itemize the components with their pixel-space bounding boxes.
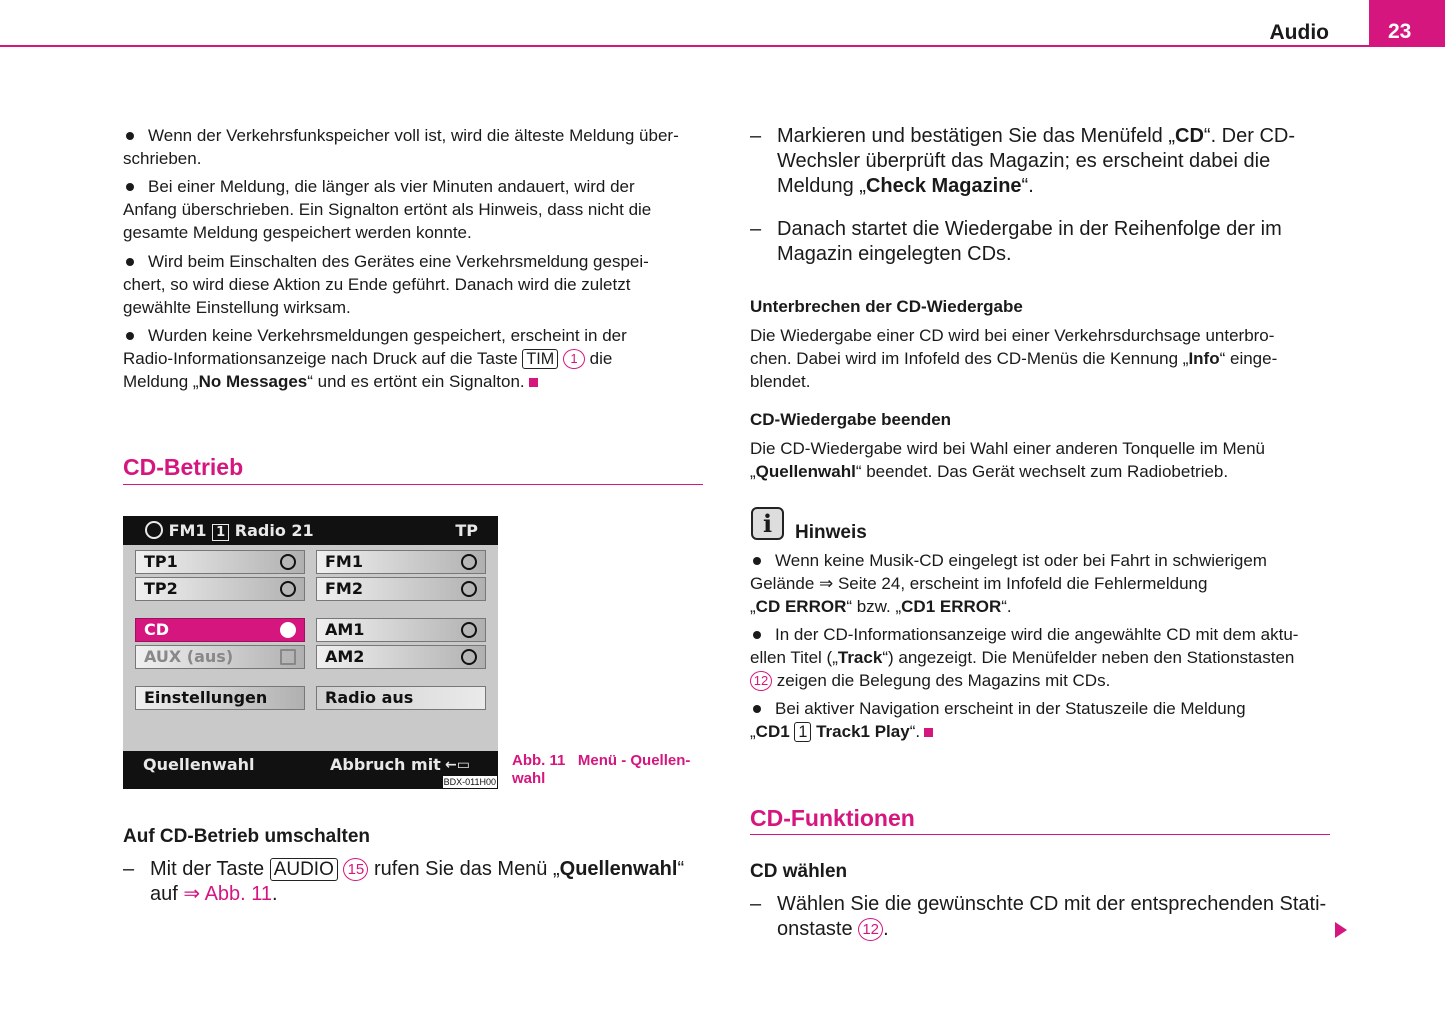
text-bold: Quellenwahl [559,858,678,880]
subheading: Unterbrechen der CD-Wiedergabe [750,297,1023,316]
text: “ einge- [1219,349,1278,368]
screen-tp: TP [455,521,478,540]
end-marker-icon [529,378,538,387]
note-item [750,549,1350,618]
text: “. [1001,597,1012,616]
text: “) angezeigt. Die Menüfelder neben den Stationstasten [882,648,1295,667]
text: Mit der Taste [150,858,270,880]
text: Gelände ⇒ Seite 24, erscheint im Infofeld die Fehlermeldung [750,574,1208,593]
text: “ beendet. Das Gerät wechselt zum Radiobetrieb. [855,462,1229,481]
screen-band: FM1 [168,521,207,540]
caption-number: Abb. 11 [512,752,566,769]
text: “. Der CD- [1203,125,1296,147]
text-bold: CD [1175,125,1204,147]
screen-footer-title: Quellenwahl [143,755,255,774]
label: Radio aus [325,688,414,707]
text: Wurden keine Verkehrsmeldungen gespeichert, erscheint in der [148,326,627,345]
antenna-icon [461,649,477,665]
bullet-item [123,175,713,244]
label: Einstellungen [144,688,268,707]
screen-button-tp1[interactable] [135,550,305,574]
text: . [272,883,278,905]
bullet-item [123,250,713,319]
text: “. [1021,175,1034,197]
text: Wechsler überprüft das Magazin; es erscheint dabei die [777,150,1271,172]
label: TP1 [144,552,178,571]
text-bold: CD1 [755,722,795,741]
subheading: Auf CD-Betrieb umschalten [123,826,371,847]
bullet-icon [126,258,134,266]
text: die [584,349,613,368]
label: FM2 [325,579,363,598]
text: Bei aktiver Navigation erscheint in der Statuszeile die Meldung [775,699,1246,718]
callout-number: 12 [858,918,883,941]
text: ellen Titel („ [750,648,838,667]
section-title: Audio [1269,21,1329,44]
antenna-icon [461,622,477,638]
text: “ [677,858,685,880]
screen-button-radio-off[interactable] [316,686,486,710]
text: gewählte Einstellung wirksam. [123,298,351,317]
key-label: AUDIO [270,858,338,881]
heading-rule [750,834,1330,835]
screen-button-fm2[interactable] [316,577,486,601]
text-bold: CD ERROR [755,597,847,616]
bullet-icon [753,705,761,713]
caption-text: Menü - Quellen- [577,752,691,769]
key-label: TIM [522,349,558,369]
subheading: CD wählen [750,861,848,882]
step-item: – Mit der Taste AUDIO 15 rufen Sie das Menü „Quellenwahl“ auf ⇒ Abb. 11. [123,858,685,905]
label: AUX (aus) [144,647,234,666]
screen-station: Radio 21 [234,521,314,540]
text-bold: Track [837,648,883,667]
text: Die Wiedergabe einer CD wird bei einer Verkehrsdurchsage unterbro- [750,326,1275,345]
text-bold: Check Magazine [865,175,1022,197]
text: schrieben. [123,149,202,168]
text: “ und es ertönt ein Signalton. [307,372,525,391]
screen-preset: 1 [212,524,229,541]
screen-button-settings[interactable] [135,686,305,710]
label: CD [144,620,170,639]
key-label: 1 [794,722,811,742]
bullet-icon [753,557,761,565]
label: AM1 [325,620,365,639]
screen-footer-cancel: Abbruch mit [330,755,441,774]
text: auf [150,883,184,905]
text: Meldung „ [123,372,199,391]
text: onstaste [777,918,859,940]
text-bold: CD1 ERROR [901,597,1002,616]
text: gesamte Meldung gespeichert werden konnte. [123,223,472,242]
text: Anfang überschrieben. Ein Signalton ertönt als Hinweis, dass nicht die [123,200,652,219]
note-item [750,623,1350,692]
figure-caption [512,752,702,788]
text-bold: No Messages [198,372,308,391]
screen-button-aux[interactable] [135,645,305,669]
info-icon: i [751,507,784,540]
text: In der CD-Informationsanzeige wird die angewählte CD mit dem aktu- [775,625,1299,644]
label: FM1 [325,552,363,571]
end-marker-icon [924,728,933,737]
text: Bei einer Meldung, die länger als vier Minuten andauert, wird der [148,177,635,196]
next-page-arrow-icon [1335,922,1347,938]
heading-rule [123,484,703,485]
page-number: 23 [1369,0,1445,47]
back-arrow-icon: ←▭ [445,757,470,773]
screen-button-am2[interactable] [316,645,486,669]
text: Radio-Informationsanzeige nach Druck auf die Taste [123,349,523,368]
note-title: Hinweis [795,522,867,543]
text: Meldung „ [777,175,866,197]
figure-link[interactable]: ⇒ Abb. 11 [183,883,273,905]
text: Wird beim Einschalten des Gerätes eine Verkehrsmeldung gespei- [148,252,649,271]
text: blendet. [750,372,811,391]
antenna-icon [461,554,477,570]
paragraph [750,324,1350,393]
text: chen. Dabei wird im Infofeld des CD-Menüs die Kennung „ [750,349,1189,368]
bullet-item [123,324,713,393]
text-bold: Track1 Play [811,722,910,741]
text: „ [750,462,756,481]
bullet-icon [126,183,134,191]
screen-button-am1[interactable] [316,618,486,642]
text: rufen Sie das Menü „ [368,858,560,880]
figure-code: BDX-011H00 [443,777,496,787]
bullet-icon [126,132,134,140]
bullet-item [123,124,713,170]
screen-button-tp2[interactable] [135,577,305,601]
label: AM2 [325,647,365,666]
label: TP2 [144,579,178,598]
callout-number: 1 [563,349,585,369]
step-item: – Markieren und bestätigen Sie das Menüfeld „CD“. Der CD- Wechsler überprüft das Magazin; es erscheint dabei die Meldung „Check Magazine“. [750,125,1296,197]
callout-number: 12 [750,671,772,691]
text: zeigen die Belegung des Magazins mit CDs. [772,671,1111,690]
paragraph [750,437,1350,483]
text: chert, so wird diese Aktion zu Ende geführt. Danach wird die zuletzt [123,275,631,294]
callout-number: 15 [343,858,368,881]
aux-icon [280,649,296,665]
text: Danach startet die Wiedergabe in der Reihenfolge der im [777,218,1282,240]
section-heading: CD-Betrieb [123,454,244,480]
screen-footer-bar [123,751,498,789]
text-bold: Info [1188,349,1220,368]
radio-screen-figure [123,516,498,789]
text: Magazin eingelegten CDs. [777,243,1012,265]
subheading: CD-Wiedergabe beenden [750,410,952,429]
antenna-icon [145,521,163,539]
text: „ [750,722,756,741]
header-rule [0,45,1370,47]
section-heading: CD-Funktionen [750,805,915,831]
text: „ [750,597,756,616]
text: . [883,918,889,940]
cd-icon [280,622,296,638]
note-item [750,697,1350,743]
text: Wählen Sie die gewünschte CD mit der entsprechenden Stati- [777,893,1327,915]
text: Markieren und bestätigen Sie das Menüfeld „ [777,125,1176,147]
antenna-icon [280,581,296,597]
screen-button-cd[interactable] [135,618,305,642]
text-bold: Quellenwahl [755,462,856,481]
text: Die CD-Wiedergabe wird bei Wahl einer anderen Tonquelle im Menü [750,439,1265,458]
bullet-icon [753,631,761,639]
step-item: – Danach startet die Wiedergabe in der Reihenfolge der im Magazin eingelegten CDs. [750,218,1282,265]
text: “ bzw. „ [846,597,902,616]
antenna-icon [280,554,296,570]
antenna-icon [461,581,477,597]
text: “. [909,722,921,741]
step-item: – Wählen Sie die gewünschte CD mit der entsprechenden Stati- onstaste 12 . [750,893,1327,940]
bullet-icon [126,332,134,340]
caption-text: wahl [512,770,546,787]
text: Wenn der Verkehrsfunkspeicher voll ist, wird die älteste Meldung über- [148,126,679,145]
text: Wenn keine Musik-CD eingelegt ist oder bei Fahrt in schwierigem [775,551,1267,570]
screen-button-fm1[interactable] [316,550,486,574]
screen-status-bar [123,516,498,545]
